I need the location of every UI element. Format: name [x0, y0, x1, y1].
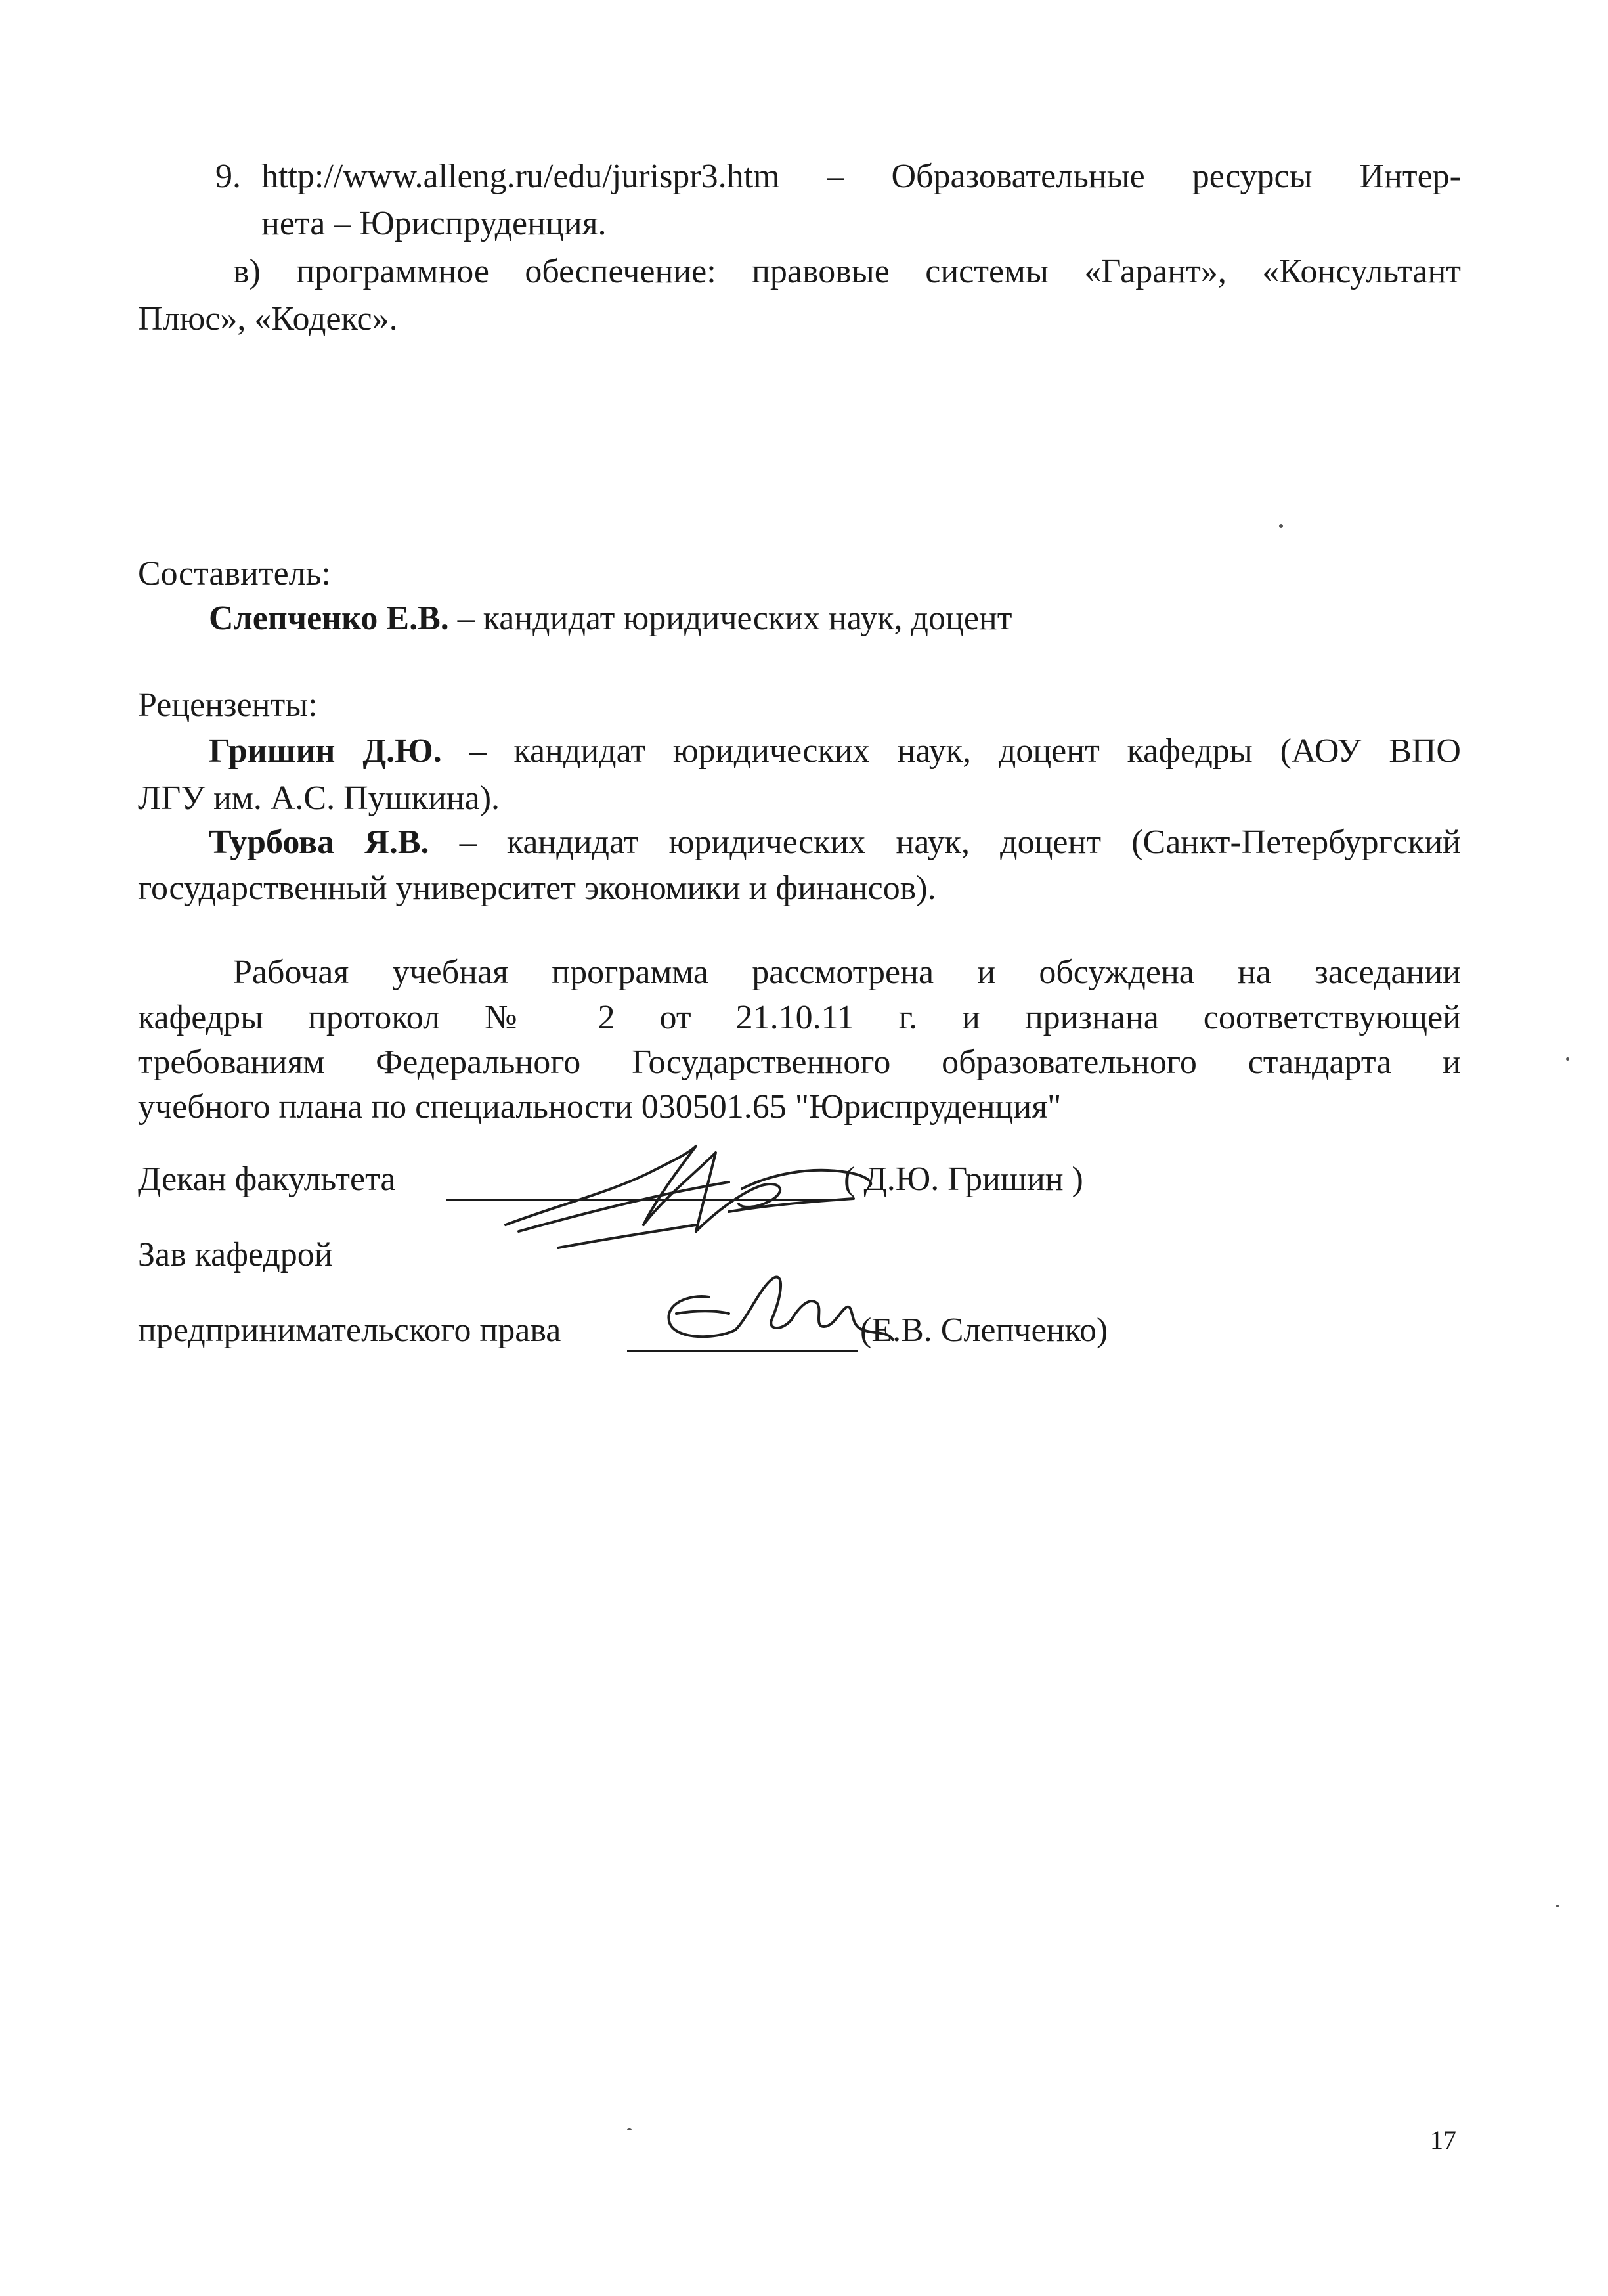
- software-line-1: в) программное обеспечение: правовые системы «Гарант», «Консультант: [233, 253, 1461, 290]
- reviewer-1-details: – кандидат юридических наук, доцент кафедры (АОУ ВПО: [441, 732, 1461, 770]
- resource-item-url-line: http://www.alleng.ru/edu/jurispr3.htm – Образовательные ресурсы Интер-: [261, 158, 1461, 195]
- approval-line-3: требованиям Федерального Государственного образовательного стандарта и: [138, 1044, 1461, 1081]
- head-name: (Е.В. Слепченко): [860, 1312, 1108, 1349]
- compiler-details: – кандидат юридических наук, доцент: [448, 600, 1012, 637]
- reviewer-2-details: – кандидат юридических наук, доцент (Санкт-Петербургский: [429, 824, 1462, 861]
- compiler-entry: [209, 595, 1012, 642]
- dean-name: ( Д.Ю. Гришин ): [844, 1160, 1083, 1198]
- approval-line-2: кафедры протокол № 2 от 21.10.11 г. и признана соответствующей: [138, 999, 1461, 1036]
- page-number: 17: [1430, 2125, 1456, 2155]
- dean-label: Декан факультета: [138, 1160, 396, 1198]
- software-line-2: Плюс», «Кодекс».: [138, 300, 398, 338]
- approval-line-1: Рабочая учебная программа рассмотрена и обсуждена на заседании: [233, 954, 1461, 991]
- scan-speck: [627, 2128, 632, 2130]
- approval-line-4: учебного плана по специальности 030501.65 "Юриспруденция": [138, 1088, 1062, 1126]
- compiler-name: Слепченко Е.В.: [209, 600, 449, 637]
- scan-speck: [1566, 1057, 1569, 1061]
- scan-speck: [1556, 1905, 1559, 1907]
- dean-signature-icon: [479, 1126, 886, 1258]
- reviewer-1-affiliation: ЛГУ им. А.С. Пушкина).: [138, 780, 500, 817]
- reviewers-heading: Рецензенты:: [138, 686, 318, 724]
- head-label-line-2: предпринимательского права: [138, 1312, 561, 1349]
- reviewer-2-name: Турбова Я.В.: [209, 824, 429, 861]
- reviewer-2-affiliation: государственный университет экономики и финансов).: [138, 870, 936, 907]
- reviewer-1-entry: [209, 728, 1461, 775]
- compiler-heading: Составитель:: [138, 555, 331, 592]
- head-label-line-1: Зав кафедрой: [138, 1236, 333, 1273]
- reviewer-1-name: Гришин Д.Ю.: [209, 732, 442, 770]
- resource-item-number: 9.: [215, 158, 241, 195]
- scan-speck: [1279, 524, 1283, 528]
- resource-item-line-2: нета – Юриспруденция.: [261, 205, 607, 242]
- head-signature-icon: [650, 1258, 900, 1363]
- reviewer-2-entry: [209, 819, 1461, 866]
